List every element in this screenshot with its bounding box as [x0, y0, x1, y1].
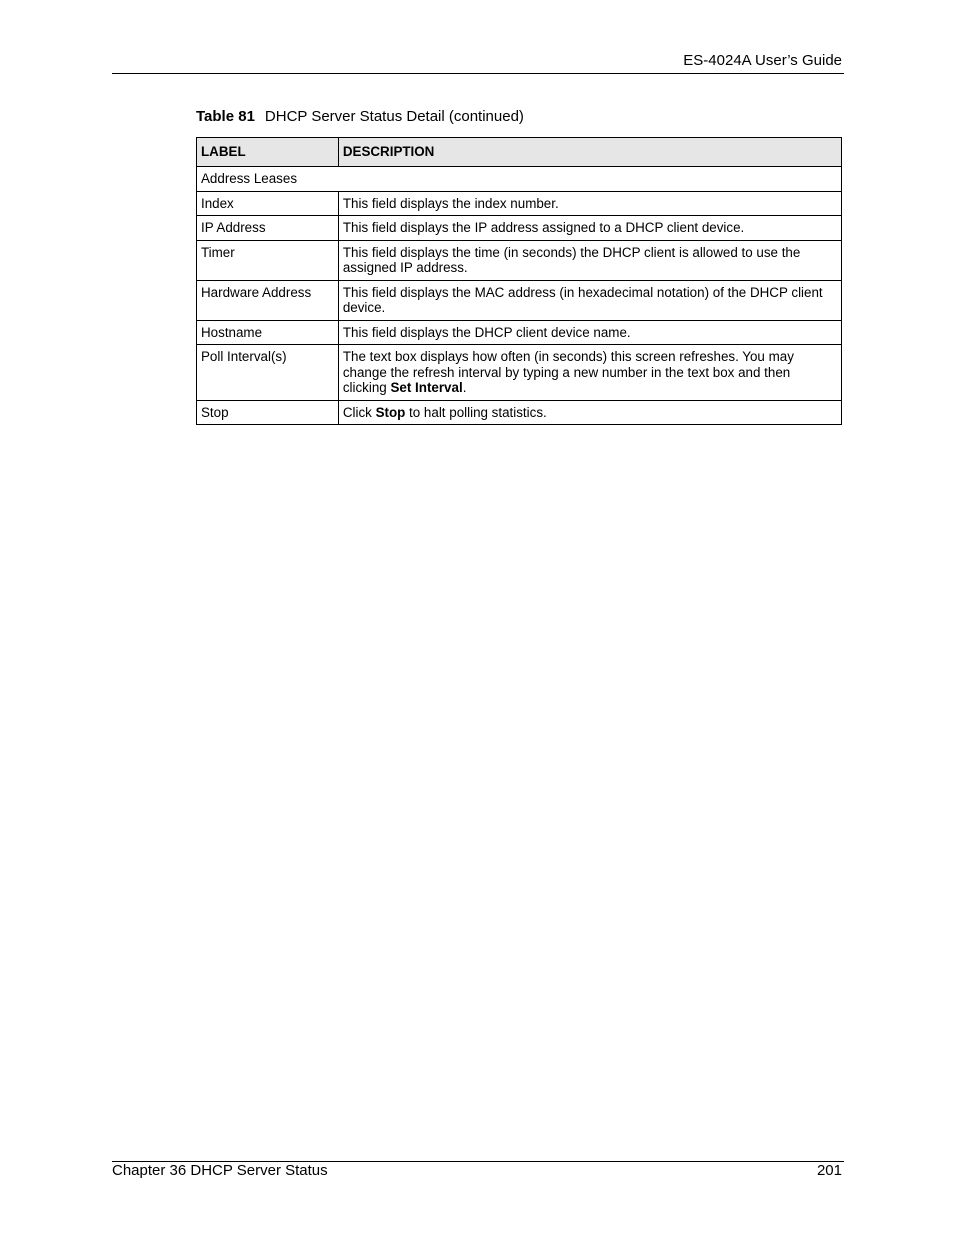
footer-chapter-title: Chapter 36 DHCP Server Status: [112, 1162, 328, 1179]
table-row: [197, 280, 842, 320]
table-row: [197, 345, 842, 401]
set-interval-keyword: Set Interval: [390, 380, 463, 395]
row-description-text: The text box displays how often (in seconds) this screen refreshes. You may change the refresh interval by typing a new number in the text box and then clicking: [342, 349, 794, 395]
row-description: This field displays the index number.: [338, 191, 841, 216]
row-description: This field displays the MAC address (in hexadecimal notation) of the DHCP client device.: [338, 280, 841, 320]
table-caption-number: Table 81: [196, 108, 255, 125]
table-row: [197, 191, 842, 216]
row-label: Index: [197, 191, 339, 216]
table-row: [197, 240, 842, 280]
column-header-label: LABEL: [197, 138, 339, 167]
row-label: Stop: [197, 400, 339, 425]
row-description-text-end: to halt polling statistics.: [405, 404, 547, 420]
row-description-text-end: .: [462, 380, 467, 395]
table-row: [197, 320, 842, 345]
table-row: [197, 216, 842, 241]
header-rule: [112, 73, 844, 74]
row-description: [338, 400, 841, 425]
table-row: [197, 400, 842, 425]
row-description: This field displays the time (in seconds) the DHCP client is allowed to use the assigned IP address.: [338, 240, 841, 280]
section-label-address-leases: Address Leases: [197, 167, 842, 192]
table-caption: [196, 108, 524, 125]
table-caption-title: DHCP Server Status Detail (continued): [264, 108, 524, 125]
row-label: IP Address: [197, 216, 339, 241]
running-header-title: ES-4024A User’s Guide: [683, 52, 842, 69]
row-label: Poll Interval(s): [197, 345, 339, 401]
row-label: Timer: [197, 240, 339, 280]
row-description: This field displays the IP address assigned to a DHCP client device.: [338, 216, 841, 241]
column-header-description: DESCRIPTION: [338, 138, 841, 167]
footer-page-number: 201: [816, 1162, 842, 1179]
dhcp-status-detail-table: [196, 137, 842, 425]
row-label: Hardware Address: [197, 280, 339, 320]
row-description: [338, 345, 841, 401]
row-label: Hostname: [197, 320, 339, 345]
row-description: This field displays the DHCP client device name.: [338, 320, 841, 345]
row-description-text: Click: [342, 404, 376, 420]
table-header-row: [197, 138, 842, 167]
stop-keyword: Stop: [375, 404, 406, 420]
table-section-row: [197, 167, 842, 192]
